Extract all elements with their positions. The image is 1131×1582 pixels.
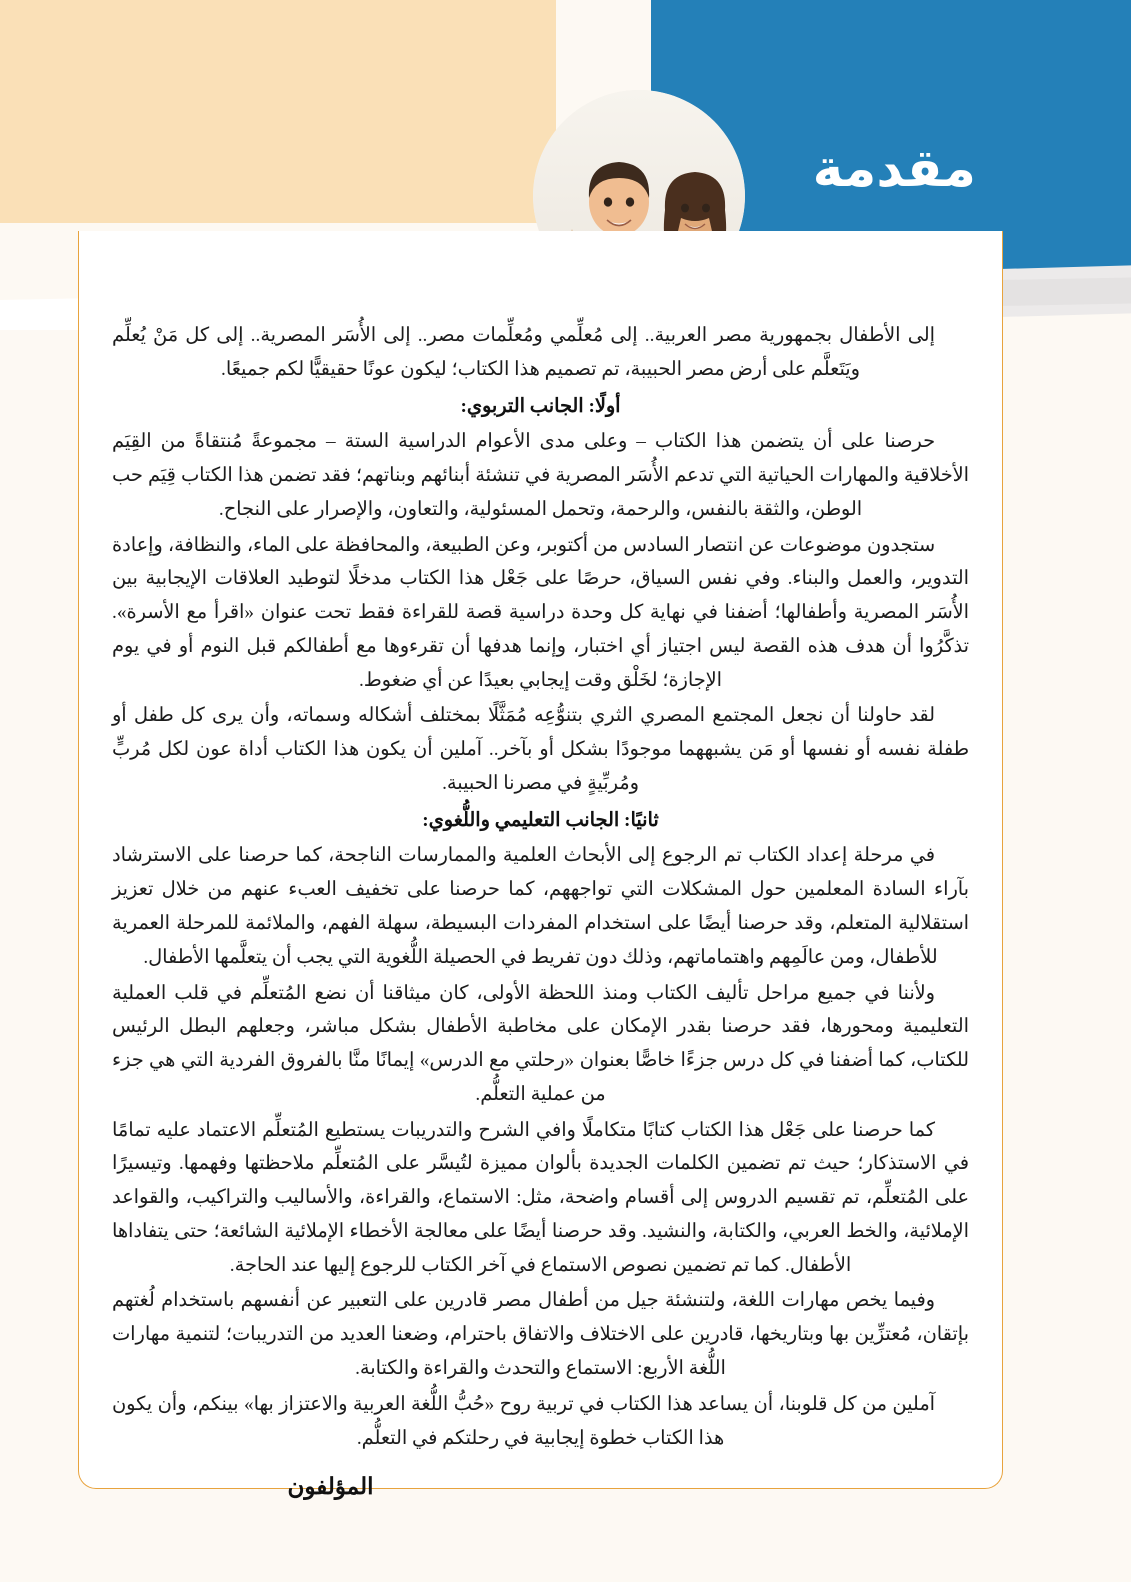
introduction-content-box	[78, 231, 1003, 1500]
body-paragraph: ستجدون موضوعات عن انتصار السادس من أكتوبر، وعن الطبيعة، والمحافظة على الماء، والنظافة، وإعادة التدوير، والعمل والبناء. وفي نفس السياق، حرصًا على جَعْل هذا الكتاب مدخلًا لتوطيد العلاقات الإيجابية بين الأُسَر المصرية وأطفالها؛ أضفنا في نهاية كل وحدة دراسية قصة للقراءة فقط تحت عنوان «اقرأ مع الأسرة». تذكَّرُوا أن هدف هذه القصة ليس اجتياز أي اختبار، وإنما هدفها أن تقرءوها مع أطفالكم قبل النوم أو في يوم الإجازة؛ لخَلْق وقت إيجابي بعيدًا عن أي ضغوط.	[112, 534, 969, 691]
introduction-body	[79, 231, 1002, 1506]
body-paragraph: في مرحلة إعداد الكتاب تم الرجوع إلى الأبحاث العلمية والممارسات الناجحة، كما حرصنا على الاسترشاد بآراء السادة المعلمين حول المشكلات التي تواجههم، كما حرصنا على تخفيف العبء عنهم من خلال تعزيز استقلالية المتعلم، وقد حرصنا أيضًا على استخدام المفردات البسيطة، سهلة الفهم، والملائمة للمرحلة العمرية للأطفال، ومن عالَمِهم واهتماماتهم، وذلك دون تفريط في الحصيلة اللُّغوية التي يجب أن يتعلَّمها الأطفال.	[112, 845, 969, 968]
section-heading: ثانيًا: الجانب التعليمي واللُّغوي:	[422, 809, 659, 831]
body-paragraph: ولأننا في جميع مراحل تأليف الكتاب ومنذ اللحظة الأولى، كان ميثاقنا أن نضع المُتعلِّم في قلب العملية التعليمية ومحورها، فقد حرصنا بقدر الإمكان على مخاطبة الأطفال بشكل مباشر، وجعلهم البطل الرئيس للكتاب، كما أضفنا في كل درس جزءًا خاصًّا بعنوان «رحلتي مع الدرس» إيمانًا منَّا بالفروق الفردية التي هي جزء من عملية التعلُّم.	[112, 982, 969, 1105]
body-paragraph: حرصنا على أن يتضمن هذا الكتاب – وعلى مدى الأعوام الدراسية الستة – مجموعةً مُنتقاةً من القِيَم الأخلاقية والمهارات الحياتية التي تدعم الأُسَر المصرية في تنشئة أبنائهم وبناتهم؛ فقد تضمن هذا الكتاب قِيَم حب الوطن، والثقة بالنفس، والرحمة، وتحمل المسئولية، والتعاون، والإصرار على النجاح.	[112, 431, 969, 520]
cream-decor-block	[0, 0, 556, 223]
body-paragraph: لقد حاولنا أن نجعل المجتمع المصري الثري بتنوُّعِه مُمَثَّلًا بمختلف أشكاله وسماته، وأن يرى كل طفل أو طفلة نفسه أو نفسها أو مَن يشبههما موجودًا بشكل أو بآخر.. آملين أن يكون هذا الكتاب أداة عون لكل مُربٍّ ومُربِّيةٍ في مصرنا الحبيبة.	[112, 705, 969, 794]
page-title: مقدمة	[812, 139, 976, 199]
body-paragraph: كما حرصنا على جَعْل هذا الكتاب كتابًا متكاملًا وافي الشرح والتدريبات يستطيع المُتعلِّم الاعتماد عليه تمامًا في الاستذكار؛ حيث تم تضمين الكلمات الجديدة بألوان مميزة لتُيسَّر على المُتعلِّم ملاحظتها وفهمها. وتيسيرًا على المُتعلِّم، تم تقسيم الدروس إلى أقسام واضحة، مثل: الاستماع، والقراءة، والأساليب والتراكيب، والقواعد الإملائية، والخط العربي، والكتابة، والنشيد. وقد حرصنا أيضًا على معالجة الأخطاء الإملائية الشائعة؛ حتى يتفاداها الأطفال. كما تم تضمين نصوص الاستماع في آخر الكتاب للرجوع إليها عند الحاجة.	[112, 1119, 969, 1276]
body-paragraph: آملين من كل قلوبنا، أن يساعد هذا الكتاب في تربية روح «حُبُّ اللُّغة العربية والاعتزاز بها» بينكم، وأن يكون هذا الكتاب خطوة إيجابية في رحلتكم في التعلُّم.	[112, 1393, 935, 1449]
paragraph-list	[112, 319, 969, 1455]
authors-signature: المؤلفون	[287, 1474, 374, 1500]
body-paragraph: إلى الأطفال بجمهورية مصر العربية.. إلى مُعلِّمي ومُعلِّمات مصر.. إلى الأُسَر المصرية.. إلى كل مَنْ يُعلِّم ويَتَعلَّم على أرض مصر الحبيبة، تم تصميم هذا الكتاب؛ ليكون عونًا حقيقيًّا لكم جميعًا.	[112, 325, 935, 380]
section-heading: أولًا: الجانب التربوي:	[460, 395, 621, 417]
body-paragraph: وفيما يخص مهارات اللغة، ولتنشئة جيل من أطفال مصر قادرين على التعبير عن أنفسهم باستخدام لُغتهم بإتقان، مُعتزِّين بها وبتاريخها، قادرين على الاختلاف والاتفاق باحترام، وضعنا العديد من التدريبات؛ لتنمية مهارات اللُّغة الأربع: الاستماع والتحدث والقراءة والكتابة.	[112, 1290, 969, 1379]
